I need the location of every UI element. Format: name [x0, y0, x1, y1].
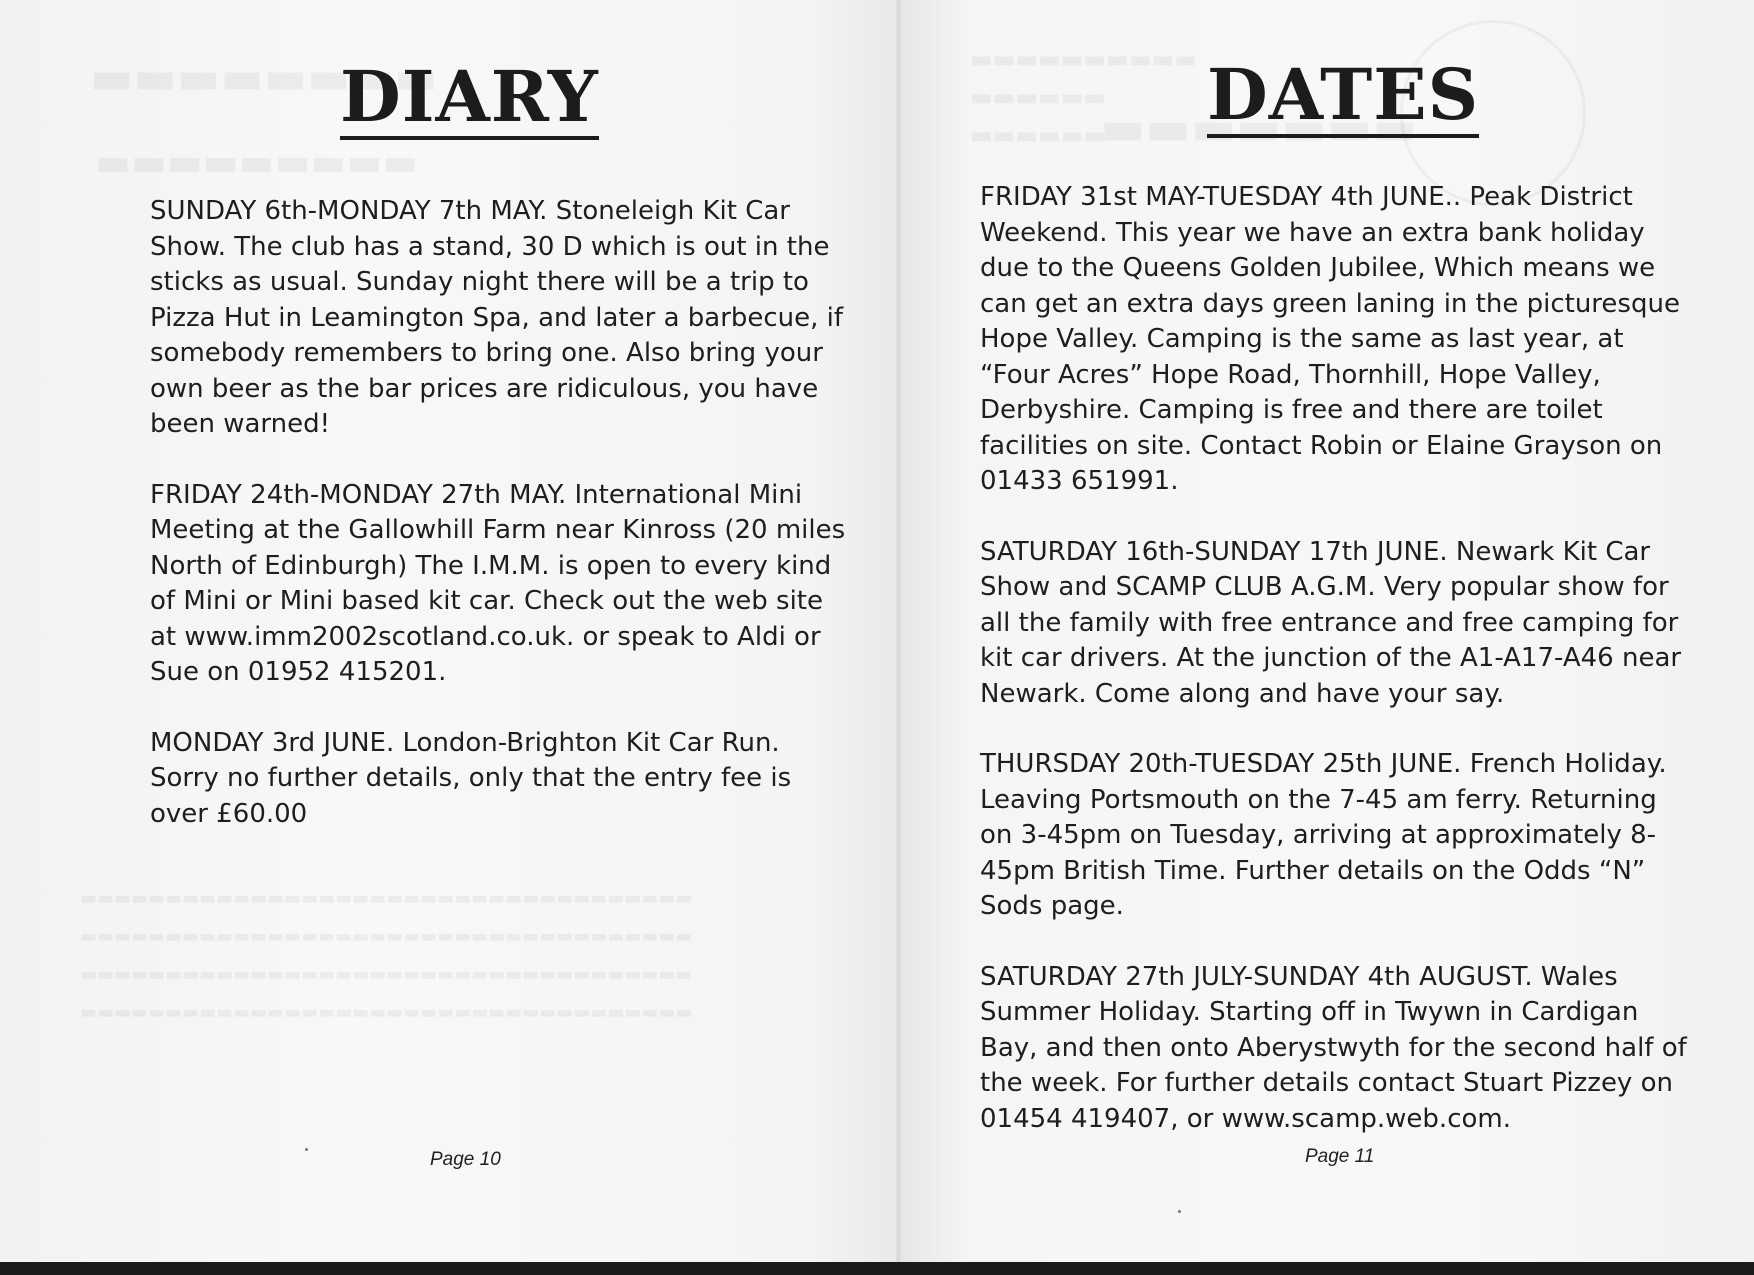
dates-entry: SATURDAY 16th-SUNDAY 17th JUNE. Newark Kit Car Show and SCAMP CLUB A.G.M. Very popular show for all the family with free entrance and free camping for kit car drivers. At the junction of the A1-A17-A46 near Newark. Come along and have your say.	[980, 536, 1682, 709]
speck	[305, 1148, 308, 1151]
dates-entry: FRIDAY 31st MAY-TUESDAY 4th JUNE.. Peak District Weekend. This year we have an extra bank holiday due to the Queens Golden Jubilee, Which means we can get an extra days green laning in the picturesque Hope Valley. Camping is the same as last year, at “Four Acres” Hope Road, Thornhill, Hope Valley, Derbyshire. Camping is free and there are toilet facilities on site. Contact Robin or Elaine Grayson on 01433 651991.	[980, 182, 1680, 496]
page-number: Page 10	[430, 1149, 501, 1170]
page-title-dates: DATES	[1207, 53, 1480, 136]
diary-entry: SUNDAY 6th-MONDAY 7th MAY. Stoneleigh Kit Car Show. The club has a stand, 30 D which is out in the sticks as usual. Sunday night there will be a trip to Pizza Hut in Leamington Spa, and later a barbecue, if somebody remembers to bring one. Also bring your own beer as the bar prices are ridiculous, you have been warned!	[150, 196, 844, 439]
dates-entry: SATURDAY 27th JULY-SUNDAY 4th AUGUST. Wales Summer Holiday. Starting off in Twywn in Cardigan Bay, and then onto Aberystwyth for the second half of the week. For further details contact Stuart Pizzey on 01454 419407, or www.scamp.web.com.	[980, 961, 1687, 1134]
page-number: Page 11	[1305, 1146, 1375, 1167]
dates-entry-list	[980, 180, 1695, 1137]
dates-entry: THURSDAY 20th-TUESDAY 25th JUNE. French Holiday. Leaving Portsmouth on the 7-45 am ferry. Returning on 3-45pm on Tuesday, arriving at approximately 8-45pm British Time. Further details on the Odds “N” Sods page.	[980, 749, 1667, 921]
page-title-diary: DIARY	[340, 55, 599, 138]
show-through-texture	[95, 140, 418, 184]
diary-entry: FRIDAY 24th-MONDAY 27th MAY. International Mini Meeting at the Gallowhill Farm near Kinross (20 miles North of Edinburgh) The I.M.M. is open to every kind of Mini or Mini based kit car. Check out the web site at www.imm2002scotland.co.uk. or speak to Aldi or Sue on 01952 415201.	[150, 479, 846, 687]
right-page	[900, 0, 1754, 1262]
show-through-texture	[970, 40, 1197, 154]
show-through-texture	[80, 880, 692, 1032]
diary-entry: MONDAY 3rd JUNE. London-Brighton Kit Car Run. Sorry no further details, only that the entry fee is over £60.00	[150, 727, 792, 829]
diary-entry-list	[150, 194, 850, 832]
speck	[1178, 1210, 1181, 1213]
